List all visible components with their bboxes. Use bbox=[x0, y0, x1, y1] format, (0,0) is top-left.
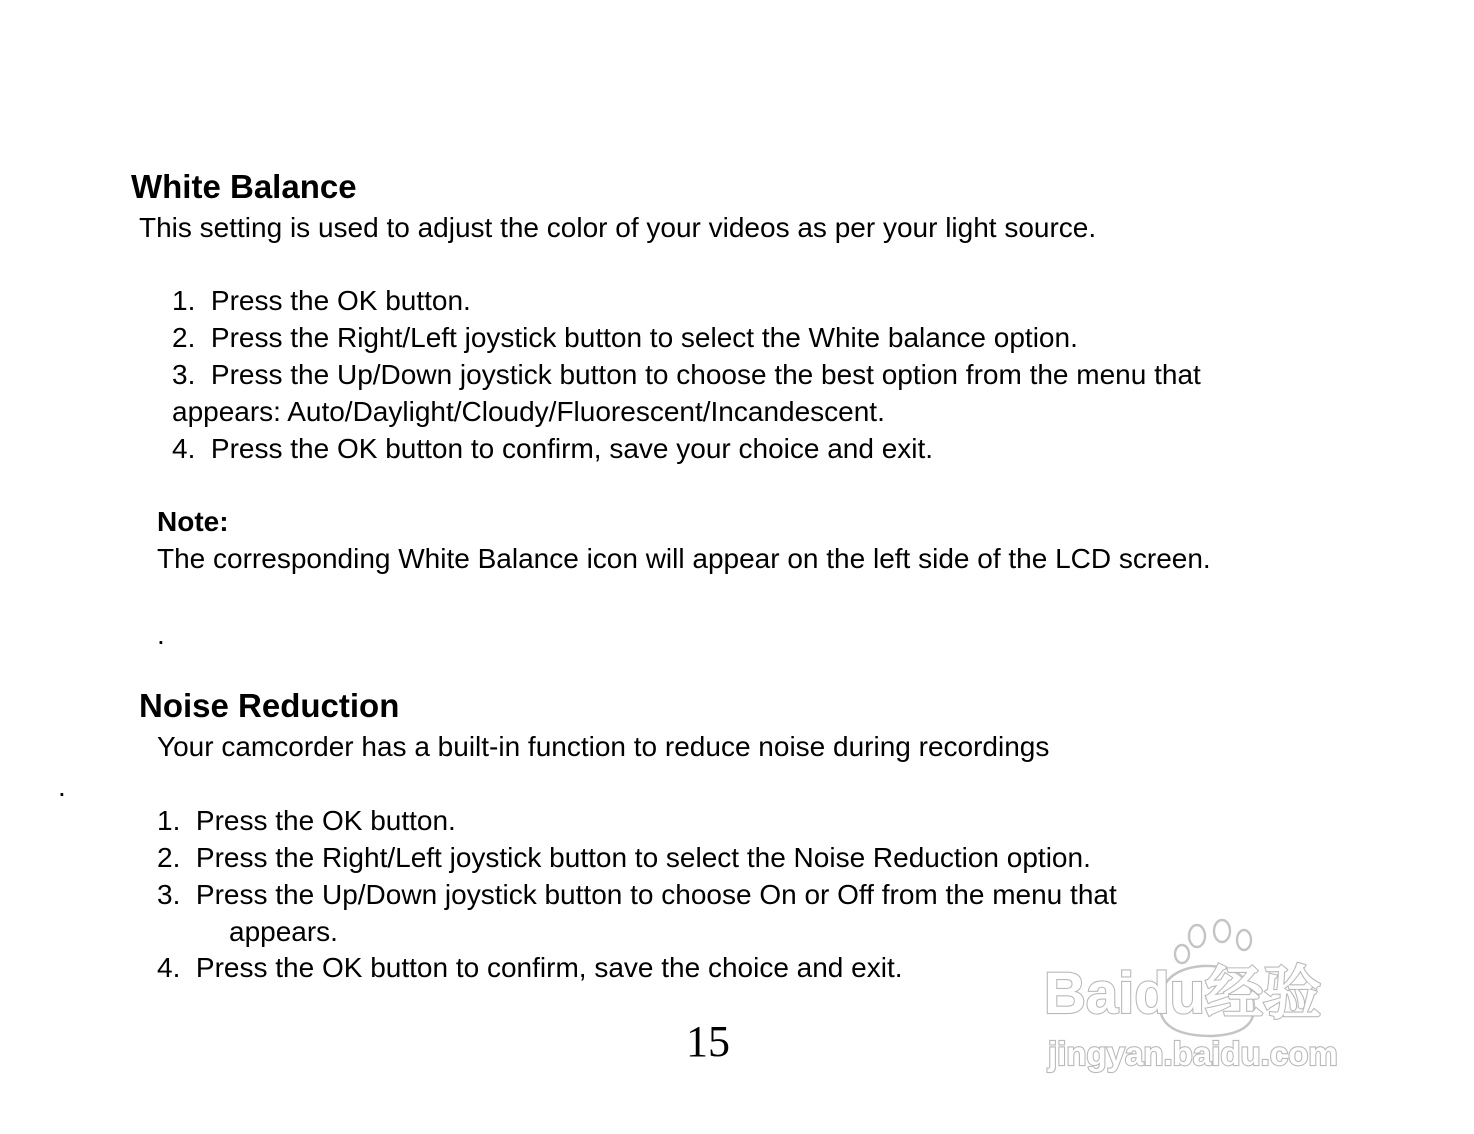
step-text: Press the OK button. bbox=[195, 805, 456, 836]
step-number: 4. bbox=[172, 433, 196, 464]
noise-reduction-step-4 bbox=[157, 949, 903, 986]
baidu-jingyan-watermark bbox=[1042, 918, 1387, 1078]
white-balance-step-1 bbox=[172, 282, 471, 319]
step-text: appears. bbox=[229, 916, 338, 947]
noise-reduction-step-3 bbox=[157, 876, 1117, 913]
step-number: 3. bbox=[157, 879, 181, 910]
noise-reduction-step-3-continued bbox=[229, 913, 338, 950]
step-text: Press the Up/Down joystick button to choose the best option from the menu that bbox=[210, 359, 1201, 390]
watermark-url: jingyan.baidu.com bbox=[1048, 1035, 1338, 1072]
step-text: Press the OK button to confirm, save the choice and exit. bbox=[195, 952, 903, 983]
step-text: Press the Right/Left joystick button to select the Noise Reduction option. bbox=[195, 842, 1091, 873]
step-number: 1. bbox=[157, 805, 181, 836]
white-balance-intro: This setting is used to adjust the color of your videos as per your light source. bbox=[139, 212, 1097, 243]
watermark-logo bbox=[1042, 918, 1387, 1078]
step-number: 4. bbox=[157, 952, 181, 983]
stray-dot: . bbox=[58, 771, 66, 802]
noise-reduction-step-2 bbox=[157, 839, 1091, 876]
noise-reduction-heading: Noise Reduction bbox=[139, 687, 400, 724]
step-number: 1. bbox=[172, 285, 196, 316]
step-text: Press the OK button to confirm, save your choice and exit. bbox=[210, 433, 934, 464]
step-text: appears: Auto/Daylight/Cloudy/Fluorescent/Incandescent. bbox=[172, 396, 885, 427]
stray-dot: . bbox=[157, 619, 165, 650]
noise-reduction-step-1 bbox=[157, 802, 456, 839]
note-label: Note: bbox=[157, 506, 229, 537]
step-text: Press the Right/Left joystick button to select the White balance option. bbox=[210, 322, 1078, 353]
white-balance-step-2 bbox=[172, 319, 1078, 356]
step-text: Press the Up/Down joystick button to choose On or Off from the menu that bbox=[195, 879, 1117, 910]
white-balance-step-3-continued bbox=[172, 393, 885, 430]
noise-reduction-intro: Your camcorder has a built-in function to reduce noise during recordings bbox=[157, 731, 1050, 762]
white-balance-heading: White Balance bbox=[131, 168, 357, 205]
step-number: 2. bbox=[172, 322, 196, 353]
step-number: 2. bbox=[157, 842, 181, 873]
step-text: Press the OK button. bbox=[210, 285, 471, 316]
white-balance-step-4 bbox=[172, 430, 933, 467]
step-number: 3. bbox=[172, 359, 196, 390]
note-text: The corresponding White Balance icon will appear on the left side of the LCD screen. bbox=[157, 543, 1211, 574]
watermark-logo-text: Baidu经验 bbox=[1044, 961, 1322, 1026]
white-balance-step-3 bbox=[172, 356, 1201, 393]
page-number: 15 bbox=[686, 1017, 730, 1066]
